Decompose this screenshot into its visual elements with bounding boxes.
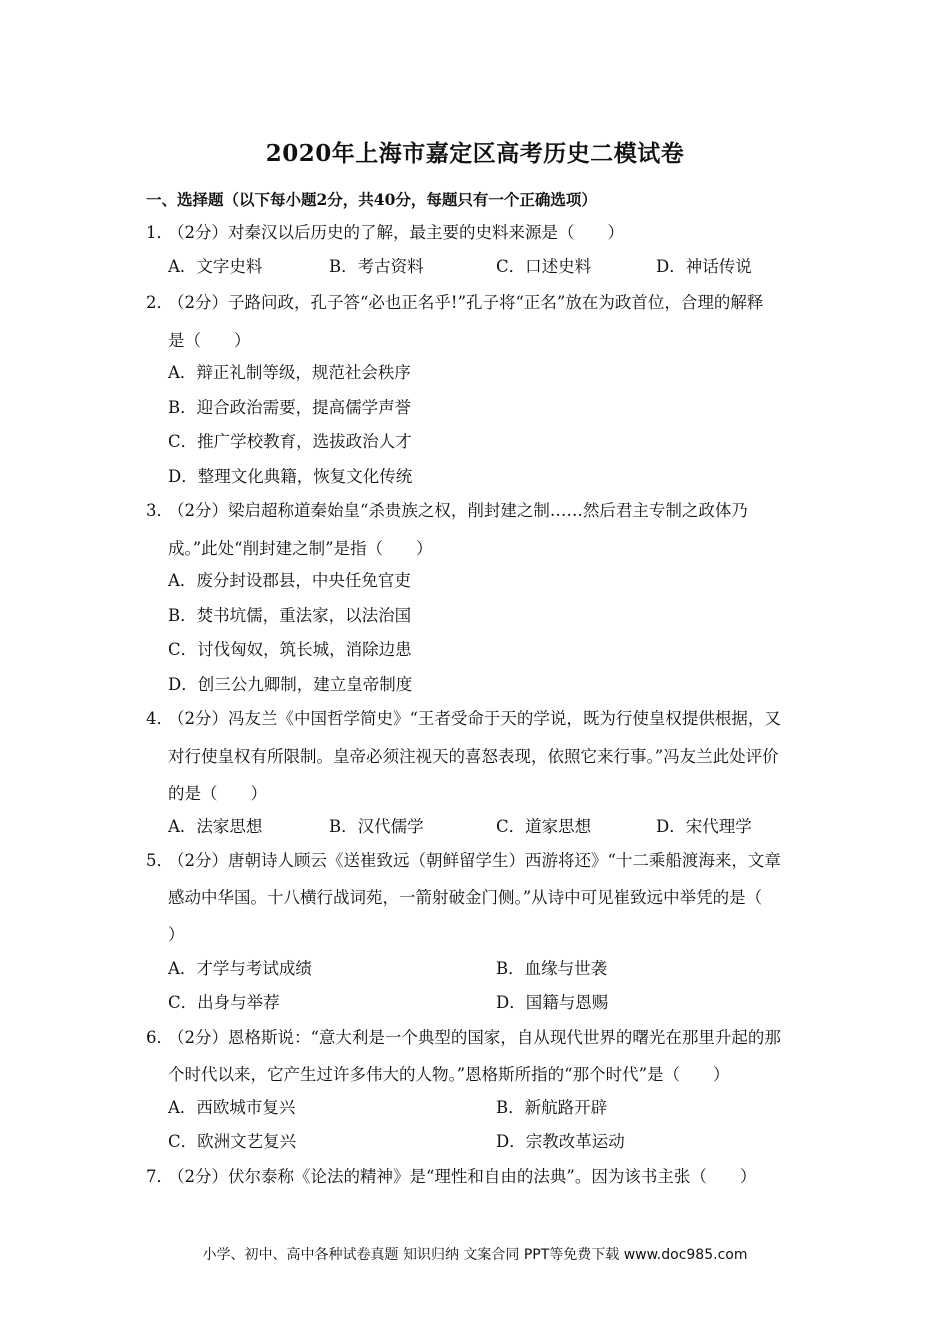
question-text-line: （2分）对秦汉以后历史的了解，最主要的史料来源是（ ）	[168, 223, 624, 242]
question-number: 5．	[146, 851, 173, 870]
option-b: B．新航路开辟	[496, 1098, 608, 1117]
option-d: D．神话传说	[656, 257, 752, 276]
option-d: D．整理文化典籍，恢复文化传统	[168, 467, 413, 486]
option-a: A．废分封设郡县，中央任免官吏	[168, 571, 411, 590]
section-heading: 一、选择题（以下每小题2分，共40分，每题只有一个正确选项）	[146, 190, 597, 209]
option-a: A．法家思想	[168, 817, 263, 836]
option-d: D．创三公九卿制，建立皇帝制度	[168, 675, 413, 694]
option-d: D．国籍与恩赐	[496, 993, 609, 1012]
question-text-line: （2分）唐朝诗人顾云《送崔致远（朝鲜留学生）西游将还》“十二乘船渡海来，文章	[168, 851, 781, 870]
option-b: B．血缘与世袭	[496, 959, 608, 978]
option-c: C．欧洲文艺复兴	[168, 1132, 297, 1151]
question-number: 3．	[146, 501, 173, 520]
page-title: 2020年上海市嘉定区高考历史二模试卷	[265, 140, 685, 167]
option-c: C．道家思想	[496, 817, 592, 836]
question-text-line: 对行使皇权有所限制。皇帝必须注视天的喜怒表现，依照它来行事。”冯友兰此处评价	[168, 747, 779, 766]
option-d: D．宋代理学	[656, 817, 752, 836]
option-a: A．辩正礼制等级，规范社会秩序	[168, 363, 411, 382]
option-d: D．宗教改革运动	[496, 1132, 625, 1151]
question-text-line: 成。”此处“削封建之制”是指（ ）	[168, 539, 433, 558]
question-text-line: （2分）伏尔泰称《论法的精神》是“理性和自由的法典”。因为该书主张（ ）	[168, 1167, 757, 1186]
option-a: A．西欧城市复兴	[168, 1098, 296, 1117]
option-b: B．汉代儒学	[329, 817, 424, 836]
question-text-line: （2分）冯友兰《中国哲学简史》“王者受命于天的学说，既为行使皇权提供根据，又	[168, 709, 781, 728]
question-number: 2．	[146, 293, 173, 312]
question-number: 1．	[146, 223, 173, 242]
footer-ad: 小学、初中、高中各种试卷真题 知识归纳 文案合同 PPT等免费下载 www.doc985.com	[202, 1247, 748, 1263]
question-number: 6．	[146, 1028, 173, 1047]
question-text-line: 的是（ ）	[168, 784, 267, 803]
option-b: B．迎合政治需要，提高儒学声誉	[168, 398, 412, 417]
question-text-line: 是（ ）	[168, 331, 251, 350]
option-c: C．推广学校教育，选拔政治人才	[168, 432, 412, 451]
option-c: C．口述史料	[496, 257, 592, 276]
question-number: 4．	[146, 709, 173, 728]
question-text-line: 个时代以来，它产生过许多伟大的人物。”恩格斯所指的“那个时代”是（ ）	[168, 1065, 730, 1084]
option-a: A．文字史料	[168, 257, 263, 276]
question-text-line: （2分）子路问政，孔子答“必也正名乎!”孔子将“正名”放在为政首位，合理的解释	[168, 293, 764, 312]
question-text-line: （2分）恩格斯说：“意大利是一个典型的国家，自从现代世界的曙光在那里升起的那	[168, 1028, 781, 1047]
option-b: B．考古资料	[329, 257, 424, 276]
option-b: B．焚书坑儒，重法家，以法治国	[168, 606, 412, 625]
question-number: 7．	[146, 1167, 173, 1186]
option-c: C．出身与举荐	[168, 993, 280, 1012]
question-text-line: （2分）梁启超称道秦始皇“杀贵族之权，削封建之制……然后君主专制之政体乃	[168, 501, 748, 520]
option-a: A．才学与考试成绩	[168, 959, 312, 978]
option-c: C．讨伐匈奴，筑长城，消除边患	[168, 640, 412, 659]
question-text-line: 感动中华国。十八横行战词苑，一箭射破金门侧。”从诗中可见崔致远中举凭的是（	[168, 888, 763, 907]
question-text-line: ）	[168, 925, 185, 944]
